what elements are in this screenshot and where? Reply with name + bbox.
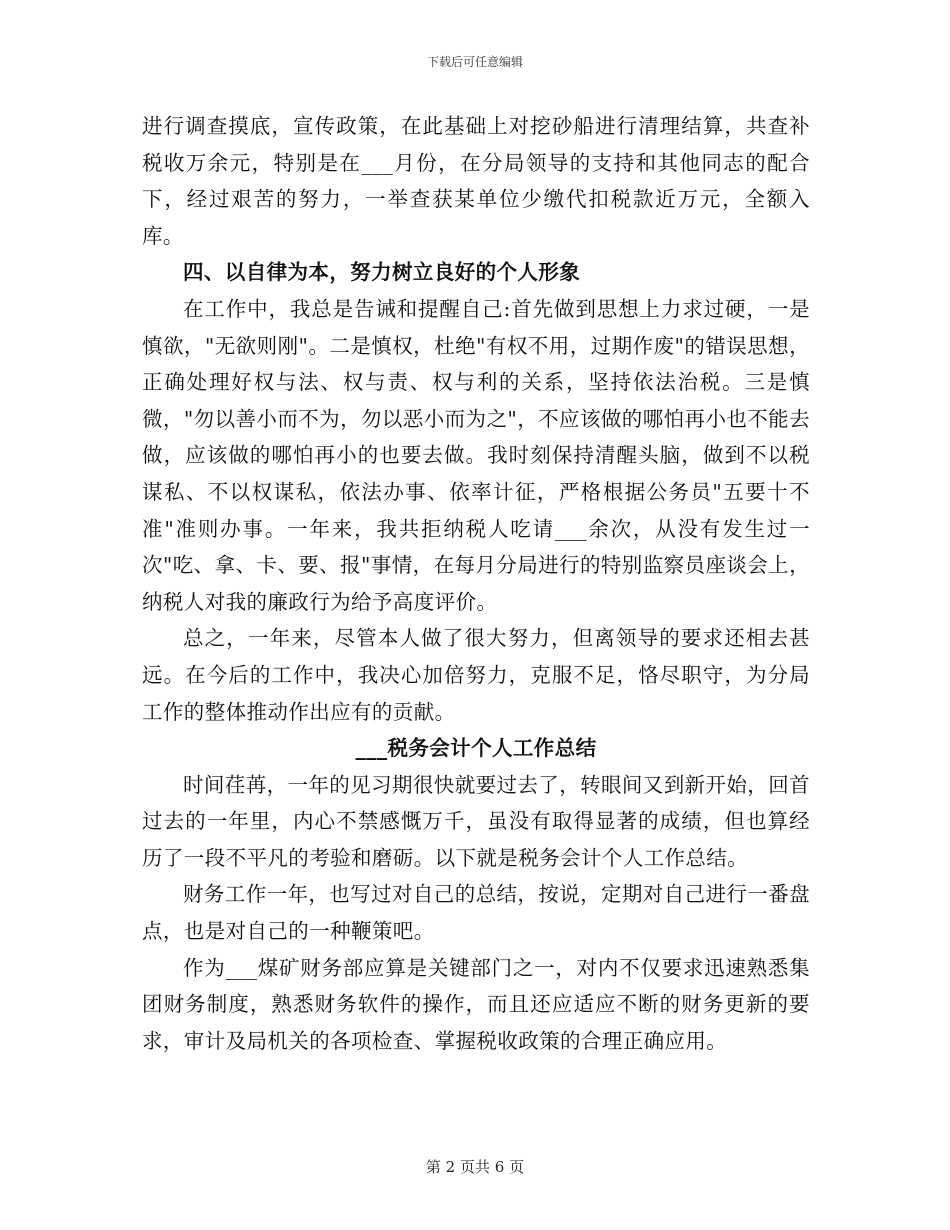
paragraph-2: 在工作中，我总是告诫和提醒自己:首先做到思想上力求过硬，一是慎欲，"无欲则刚"。二是慎权，杜绝"有权不用，过期作废"的错误思想，正确处理好权与法、权与责、权与利的关系，坚持依法治税。三是慎微，"勿以善小而不为，勿以恶小而为之"，不应该做的哪怕再小也不能去做，应该做的哪怕再小的也要去做。我时刻保持清醒头脑，做到不以税谋私、不以权谋私，依法办事、依率计征，严格根据公务员"五要十不准"准则办事。一年来，我共拒纳税人吃请___余次，从没有发生过一次"吃、拿、卡、要、报"事情，在每月分局进行的特别监察员座谈会上，纳税人对我的廉政行为给予高度评价。 [142, 296, 810, 614]
paragraph-6: 作为___煤矿财务部应算是关键部门之一，对内不仅要求迅速熟悉集团财务制度，熟悉财务软件的操作，而且还应适应不断的财务更新的要求，审计及局机关的各项检查、掌握税收政策的合理正确应用。 [142, 955, 810, 1053]
paragraph-3: 总之，一年来，尽管本人做了很大努力，但离领导的要求还相去甚远。在今后的工作中，我决心加倍努力，克服不足，恪尽职守，为分局工作的整体推动作出应有的贡献。 [142, 626, 810, 724]
document-body [142, 108, 810, 1059]
paragraph-1: 进行调查摸底，宣传政策，在此基础上对挖砂船进行清理结算，共查补税收万余元，特别是在___月份，在分局领导的支持和其他同志的配合下，经过艰苦的努力，一举查获某单位少缴代扣税款近万元，全额入库。 [142, 114, 810, 248]
document-title: ___税务会计个人工作总结 [355, 736, 597, 761]
page-footer: 第 2 页共 6 页 [425, 1158, 525, 1176]
page-header: 下载后可任意编辑 [426, 55, 523, 69]
paragraph-5: 财务工作一年，也写过对自己的总结，按说，定期对自己进行一番盘点，也是对自己的一种鞭策吧。 [142, 882, 810, 944]
section-heading-4: 四、以自律为本，努力树立良好的个人形象 [183, 260, 581, 285]
paragraph-4: 时间荏苒，一年的见习期很快就要过去了，转眼间又到新开始，回首过去的一年里，内心不禁感慨万千，虽没有取得显著的成绩，但也算经历了一段不平凡的考验和磨砺。以下就是税务会计个人工作总结。 [142, 772, 810, 870]
